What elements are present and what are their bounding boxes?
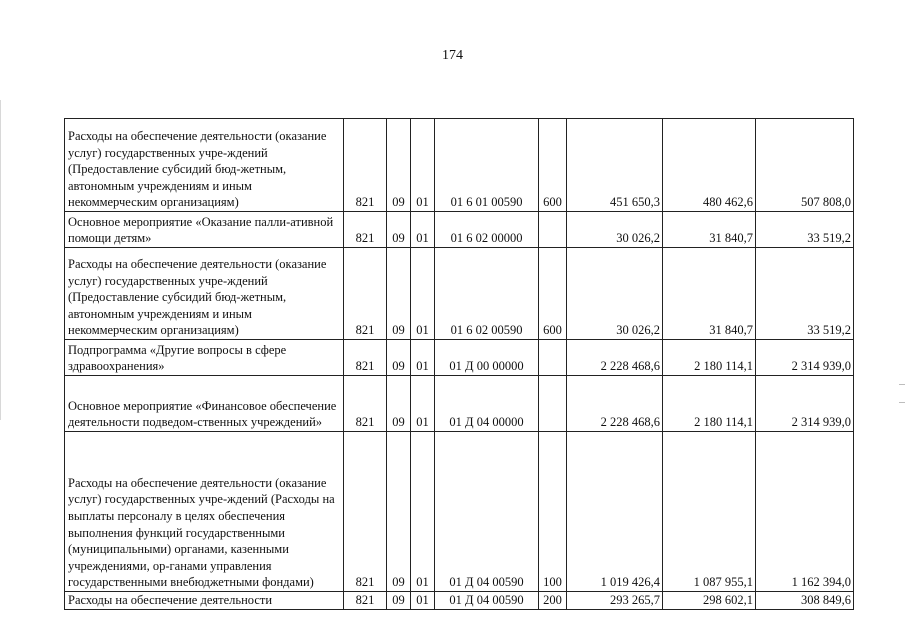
amount-2020-cell: 1 087 955,1 bbox=[663, 432, 756, 592]
section-code-cell: 09 bbox=[387, 212, 411, 248]
target-article-cell: 01 Д 04 00590 bbox=[435, 592, 539, 610]
amount-2021-cell: 308 849,6 bbox=[756, 592, 854, 610]
table-row bbox=[65, 340, 854, 376]
ministry-code-cell: 821 bbox=[344, 340, 387, 376]
amount-2021-cell: 33 519,2 bbox=[756, 248, 854, 340]
amount-2020-cell: 31 840,7 bbox=[663, 212, 756, 248]
amount-2021-cell: 2 314 939,0 bbox=[756, 376, 854, 432]
page-number: 174 bbox=[442, 48, 463, 63]
scan-edge-mark bbox=[899, 402, 905, 403]
item-name-cell: Расходы на обеспечение деятельности (оказание услуг) государственных учре-ждений (Предоставление субсидий бюд-жетным, автономным учреждениям и иным некоммерческим организациям) bbox=[65, 248, 344, 340]
table-body bbox=[65, 119, 854, 610]
amount-2019-cell: 2 228 468,6 bbox=[567, 340, 663, 376]
amount-2019-cell: 30 026,2 bbox=[567, 248, 663, 340]
table-row bbox=[65, 212, 854, 248]
subsection-code-cell: 01 bbox=[411, 212, 435, 248]
amount-2021-cell: 33 519,2 bbox=[756, 212, 854, 248]
expense-type-cell: 600 bbox=[539, 119, 567, 212]
item-name-cell: Основное мероприятие «Оказание палли-ативной помощи детям» bbox=[65, 212, 344, 248]
section-code-cell: 09 bbox=[387, 119, 411, 212]
budget-table bbox=[64, 118, 854, 610]
table-row bbox=[65, 432, 854, 592]
amount-2020-cell: 298 602,1 bbox=[663, 592, 756, 610]
subsection-code-cell: 01 bbox=[411, 592, 435, 610]
table-row bbox=[65, 248, 854, 340]
table-row bbox=[65, 119, 854, 212]
amount-2019-cell: 293 265,7 bbox=[567, 592, 663, 610]
ministry-code-cell: 821 bbox=[344, 248, 387, 340]
amount-2020-cell: 2 180 114,1 bbox=[663, 340, 756, 376]
amount-2021-cell: 1 162 394,0 bbox=[756, 432, 854, 592]
scan-edge-mark bbox=[899, 384, 905, 385]
section-code-cell: 09 bbox=[387, 248, 411, 340]
amount-2020-cell: 2 180 114,1 bbox=[663, 376, 756, 432]
section-code-cell: 09 bbox=[387, 432, 411, 592]
ministry-code-cell: 821 bbox=[344, 119, 387, 212]
table-row bbox=[65, 592, 854, 610]
subsection-code-cell: 01 bbox=[411, 119, 435, 212]
item-name-cell: Подпрограмма «Другие вопросы в сфере здравоохранения» bbox=[65, 340, 344, 376]
amount-2019-cell: 2 228 468,6 bbox=[567, 376, 663, 432]
expense-type-cell bbox=[539, 212, 567, 248]
ministry-code-cell: 821 bbox=[344, 376, 387, 432]
amount-2019-cell: 1 019 426,4 bbox=[567, 432, 663, 592]
subsection-code-cell: 01 bbox=[411, 248, 435, 340]
ministry-code-cell: 821 bbox=[344, 592, 387, 610]
section-code-cell: 09 bbox=[387, 340, 411, 376]
expense-type-cell: 200 bbox=[539, 592, 567, 610]
item-name-cell: Расходы на обеспечение деятельности (оказание услуг) государственных учре-ждений (Расходы на выплаты персоналу в целях обеспечения выполнения функций государственными (муниципальными) органами, казенными учреждениями, ор-ганами управления государственными внебюджетными фондами) bbox=[65, 432, 344, 592]
ministry-code-cell: 821 bbox=[344, 432, 387, 592]
target-article-cell: 01 Д 04 00590 bbox=[435, 432, 539, 592]
amount-2020-cell: 480 462,6 bbox=[663, 119, 756, 212]
table-row bbox=[65, 376, 854, 432]
expense-type-cell: 600 bbox=[539, 248, 567, 340]
expense-type-cell bbox=[539, 340, 567, 376]
item-name-cell: Расходы на обеспечение деятельности (оказание услуг) государственных учре-ждений (Предоставление субсидий бюд-жетным, автономным учреждениям и иным некоммерческим организациям) bbox=[65, 119, 344, 212]
section-code-cell: 09 bbox=[387, 376, 411, 432]
amount-2019-cell: 30 026,2 bbox=[567, 212, 663, 248]
amount-2021-cell: 2 314 939,0 bbox=[756, 340, 854, 376]
target-article-cell: 01 6 02 00590 bbox=[435, 248, 539, 340]
subsection-code-cell: 01 bbox=[411, 432, 435, 592]
amount-2019-cell: 451 650,3 bbox=[567, 119, 663, 212]
expense-type-cell: 100 bbox=[539, 432, 567, 592]
item-name-cell: Основное мероприятие «Финансовое обеспечение деятельности подведом-ственных учреждений» bbox=[65, 376, 344, 432]
amount-2020-cell: 31 840,7 bbox=[663, 248, 756, 340]
target-article-cell: 01 6 02 00000 bbox=[435, 212, 539, 248]
scan-edge-line bbox=[0, 100, 1, 420]
target-article-cell: 01 Д 00 00000 bbox=[435, 340, 539, 376]
item-name-cell: Расходы на обеспечение деятельности bbox=[65, 592, 344, 610]
expense-type-cell bbox=[539, 376, 567, 432]
subsection-code-cell: 01 bbox=[411, 340, 435, 376]
amount-2021-cell: 507 808,0 bbox=[756, 119, 854, 212]
subsection-code-cell: 01 bbox=[411, 376, 435, 432]
target-article-cell: 01 6 01 00590 bbox=[435, 119, 539, 212]
section-code-cell: 09 bbox=[387, 592, 411, 610]
target-article-cell: 01 Д 04 00000 bbox=[435, 376, 539, 432]
ministry-code-cell: 821 bbox=[344, 212, 387, 248]
